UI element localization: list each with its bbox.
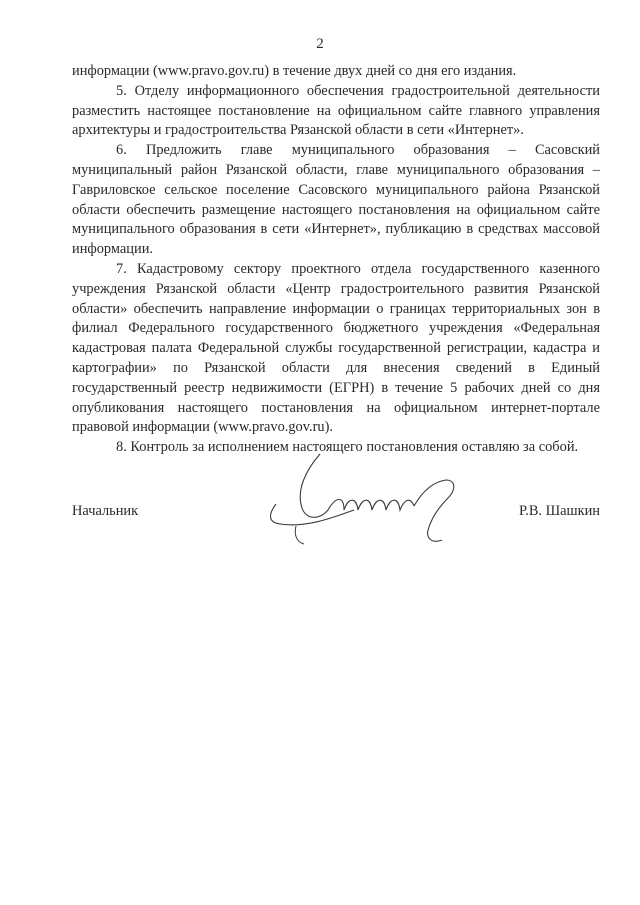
handwritten-signature — [236, 440, 472, 552]
page-number: 2 — [316, 36, 324, 52]
paragraph-continuation: информации (www.pravo.gov.ru) в течение двух дней со дня его издания. — [72, 63, 517, 79]
paragraph-item-8: 8. Контроль за исполнением настоящего постановления оставляю за собой. — [116, 439, 579, 456]
signer-title: Начальник — [72, 503, 139, 519]
signer-name: Р.В. Шашкин — [519, 503, 600, 519]
paragraph-item-6: 6. Предложить главе муниципального образования – Сасовский муниципальный район Рязанской области, главе муниципального образования – Гавриловское сельское поселение Сасовского муниципального района Рязанской области обеспечить размещение настоящего постановления на официальном сайте муниципального образования в сети «Интернет», публикацию в средствах массовой информации. — [72, 142, 600, 258]
document-body — [72, 62, 600, 458]
paragraph-item-5: 5. Отделу информационного обеспечения градостроительной деятельности разместить настоящее постановление на официальном сайте главного управления архитектуры и градостроительства Рязанской области в сети «Интернет». — [72, 82, 600, 139]
paragraph-item-7: 7. Кадастровому сектору проектного отдела государственного казенного учреждения Рязанской области «Центр градостроительного развития Рязанской области» обеспечить направление информации о границах территориальных зон в филиал Федерального государственного бюджетного учреждения «Федеральная кадастровая палата Федеральной службы государственной регистрации, кадастра и картографии» по Рязанской области для внесения сведений в Единый государственный реестр недвижимости (ЕГРН) в течение 5 рабочих дней со дня опубликования настоящего постановления на официальном интернет-портале правовой информации (www.pravo.gov.ru). — [72, 260, 600, 436]
signature-block — [72, 503, 600, 527]
